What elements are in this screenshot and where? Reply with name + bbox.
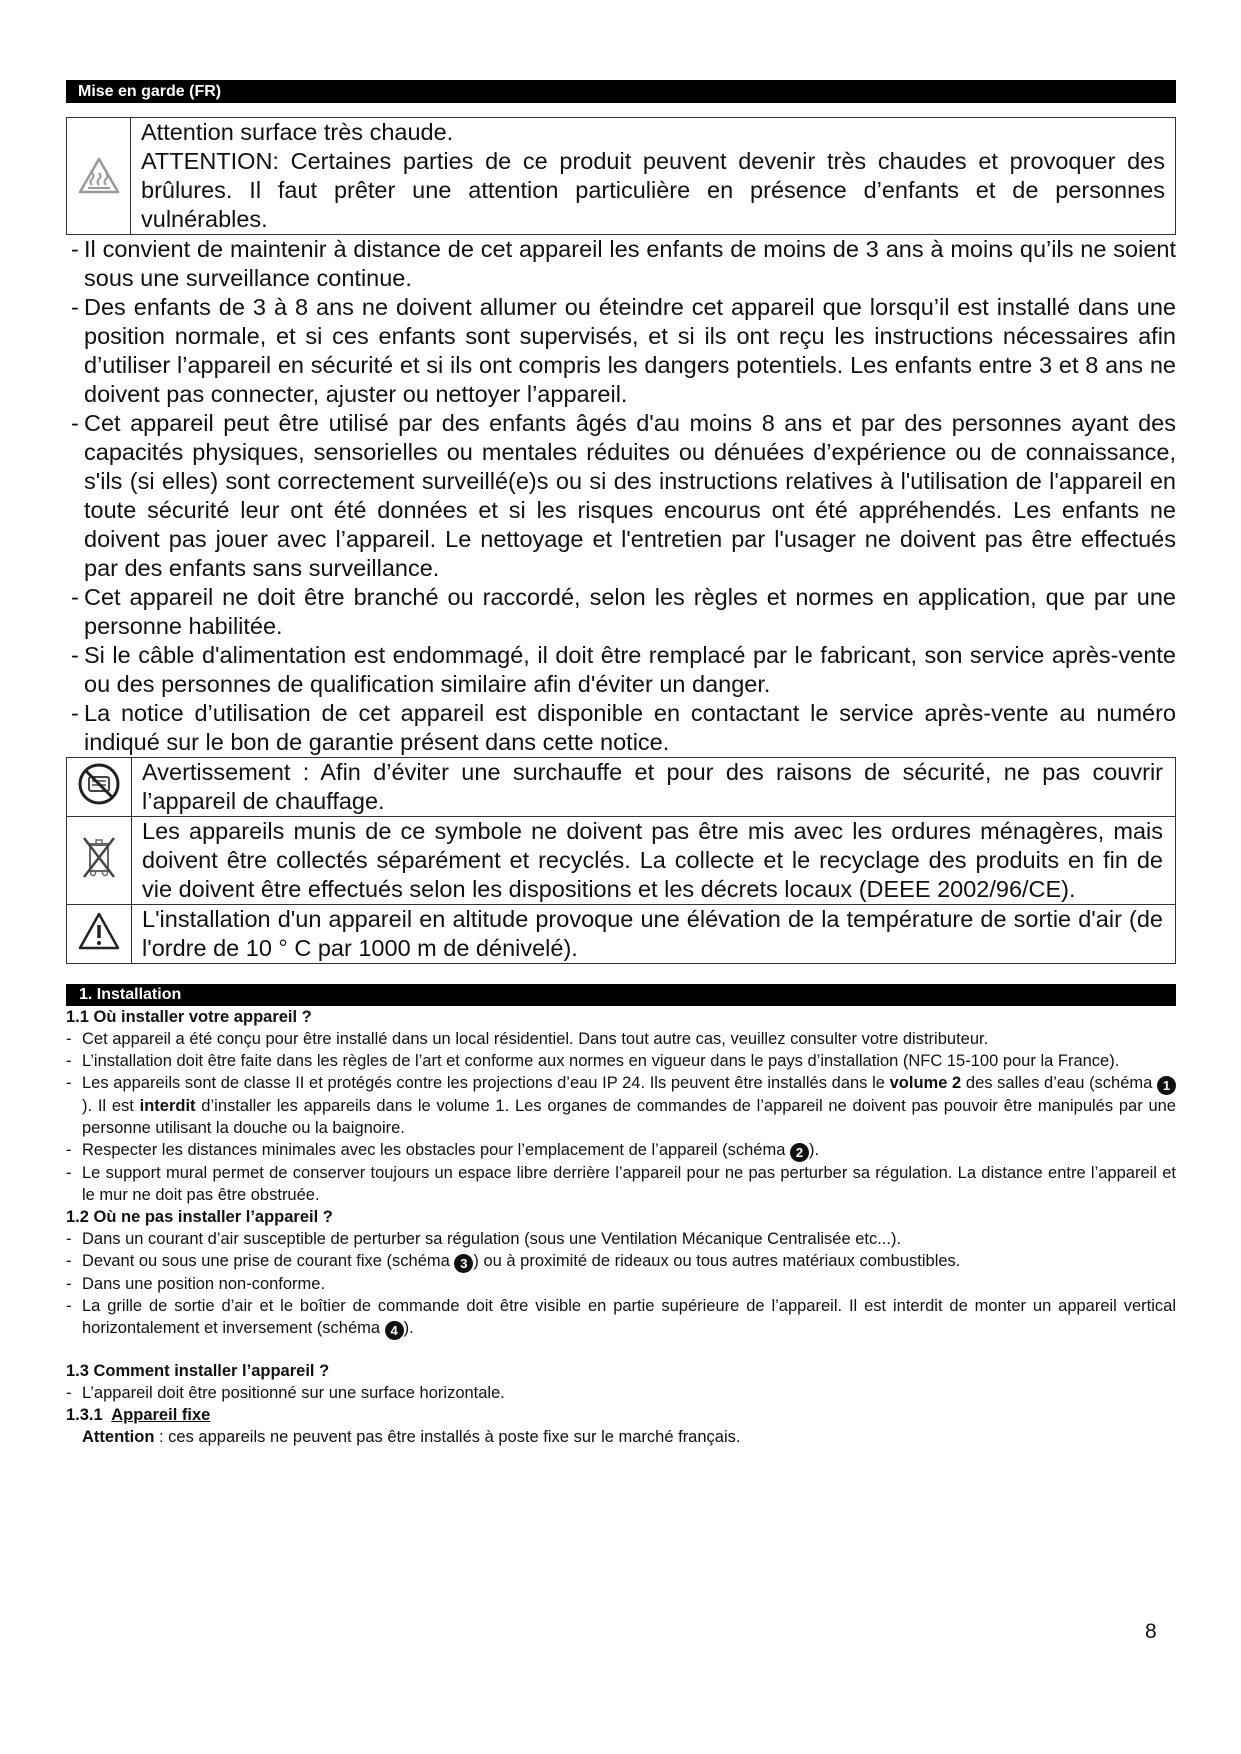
warnings-list [66,235,1176,757]
list-item: - Si le câble d'alimentation est endommagé, il doit être remplacé par le fabricant, son service après-vente ou des personnes de qualification similaire afin d'éviter un danger. [71,642,1176,697]
list-item: - Devant ou sous une prise de courant fixe (schéma 3 ) ou à proximité de rideaux ou tous autres matériaux combustibles. [66,1252,961,1271]
symbol-text: Avertissement : Afin d’éviter une surchauffe et pour des raisons de sécurité, ne pas couvrir l’appareil de chauffage. [132,758,1176,817]
list-item: - Il convient de maintenir à distance de cet appareil les enfants de moins de 3 ans à moins qu’ils ne soient sous une surveillance continue. [71,236,1176,291]
table-row [67,817,1176,905]
schema-3-badge: 3 [454,1254,473,1273]
list-item: - Cet appareil ne doit être branché ou raccordé, selon les règles et normes en application, que par une personne habilitée. [71,584,1176,639]
schema-2-badge: 2 [790,1143,809,1162]
list-item: - Cet appareil peut être utilisé par des enfants âgés d'au moins 8 ans et par des personnes ayant des capacités physiques, sensorielles ou mentales réduites ou dénuées d’expérience ou de connaissance, s'ils (si elles) sont correctement surveillé(e)s ou si des instructions relatives à l'utilisation de l'appareil en toute sécurité leur ont été données et si les risques encourus ont été appréhendés. Les enfants ne doivent pas jouer avec l’appareil. Le nettoyage et l'entretien par l'usager ne doivent pas être effectués par des enfants sans surveillance. [71,410,1176,581]
subsection-title-1-2: 1.2 Où ne pas installer l’appareil ? [66,1208,333,1226]
list-item: - Dans une position non-conforme. [66,1275,326,1293]
list-item: - Les appareils sont de classe II et protégés contre les projections d’eau IP 24. Ils peuvent être installés dans le volume 2 des salles d’eau (schéma 1). Il est interdit d’installer les appareils dans le volume 1. Les organes de commandes de l’appareil ne doivent pas pouvoir être manipulés par une personne utilisant la douche ou la baignoire. [66,1074,1176,1137]
do-not-cover-icon [77,785,121,811]
hot-surface-title: Attention surface très chaude. [141,119,454,145]
hot-surface-warning-icon [67,118,131,234]
symbol-text: L'installation d'un appareil en altitude provoque une élévation de la température de sortie d'air (de l'ordre de 10 ° C par 1000 m de dénivelé). [132,905,1176,964]
schema-1-badge: 1 [1157,1076,1176,1095]
symbols-table [66,757,1176,964]
table-row [67,905,1176,964]
list-item: - Dans un courant d’air susceptible de perturber sa régulation (sous une Ventilation Mécanique Centralisée etc...). [66,1230,902,1248]
installation-content [66,1006,1176,1448]
table-row [67,758,1176,817]
list-item: - Des enfants de 3 à 8 ans ne doivent allumer ou éteindre cet appareil que lorsqu’il est installé dans une position normale, et si ces enfants sont supervisés, et si ils ont reçu les instructions nécessaires afin d’utiliser l’appareil en sécurité et si ils ont compris les dangers potentiels. Les enfants entre 3 et 8 ans ne doivent pas connecter, ajuster ou nettoyer l’appareil. [71,294,1176,407]
list-item: - Le support mural permet de conserver toujours un espace libre derrière l’appareil pour ne pas perturber sa régulation. La distance entre l’appareil et le mur ne doit pas être obstruée. [66,1164,1176,1204]
warning-triangle-icon [77,930,121,956]
section-header-mise-en-garde: Mise en garde (FR) [66,80,1176,103]
subsection-title-1-3: 1.3 Comment installer l’appareil ? [66,1362,330,1380]
list-item: - La notice d’utilisation de cet appareil est disponible en contactant le service après-vente au numéro indiqué sur le bon de garantie présent dans cette notice. [71,700,1176,755]
list-item: - Cet appareil a été conçu pour être installé dans un local résidentiel. Dans tout autre cas, veuillez consulter votre distributeur. [66,1030,989,1048]
hot-surface-warning-box [66,117,1176,235]
list-item: - L’appareil doit être positionné sur une surface horizontale. [66,1384,505,1402]
page-number: 8 [1145,1620,1157,1643]
attention-note: Attention : ces appareils ne peuvent pas être installés à poste fixe sur le marché français. [82,1428,741,1446]
list-item: - La grille de sortie d’air et le boîtier de commande doit être visible en partie supérieure de l’appareil. Il est interdit de monter un appareil vertical horizontalement et inversement (schéma 4 ). [66,1297,1176,1338]
subsection-title-1-1: 1.1 Où installer votre appareil ? [66,1008,312,1026]
symbol-text: Les appareils munis de ce symbole ne doivent pas être mis avec les ordures ménagères, mais doivent être collectés séparément et recyclés. La collecte et le recyclage des produits en fin de vie doivent être effectués selon les dispositions et les décrets locaux (DEEE 2002/96/CE). [132,817,1176,905]
hot-surface-text: ATTENTION: Certaines parties de ce produit peuvent devenir très chaudes et provoquer des brûlures. Il faut prêter une attention particulière en présence d’enfants et de personnes vulnérables. [141,148,1165,232]
subsection-title-1-3-1: 1.3.1 Appareil fixe [66,1406,211,1424]
schema-4-badge: 4 [385,1321,404,1340]
crossed-bin-weee-icon [79,860,119,886]
list-item: - Respecter les distances minimales avec les obstacles pour l’emplacement de l’appareil (schéma 2 ). [66,1141,820,1160]
list-item: - L’installation doit être faite dans les règles de l’art et conforme aux normes en vigueur dans le pays d’installation (NFC 15-100 pour la France). [66,1052,1120,1070]
section-header-installation: 1. Installation [66,984,1176,1006]
page [66,80,1176,1448]
